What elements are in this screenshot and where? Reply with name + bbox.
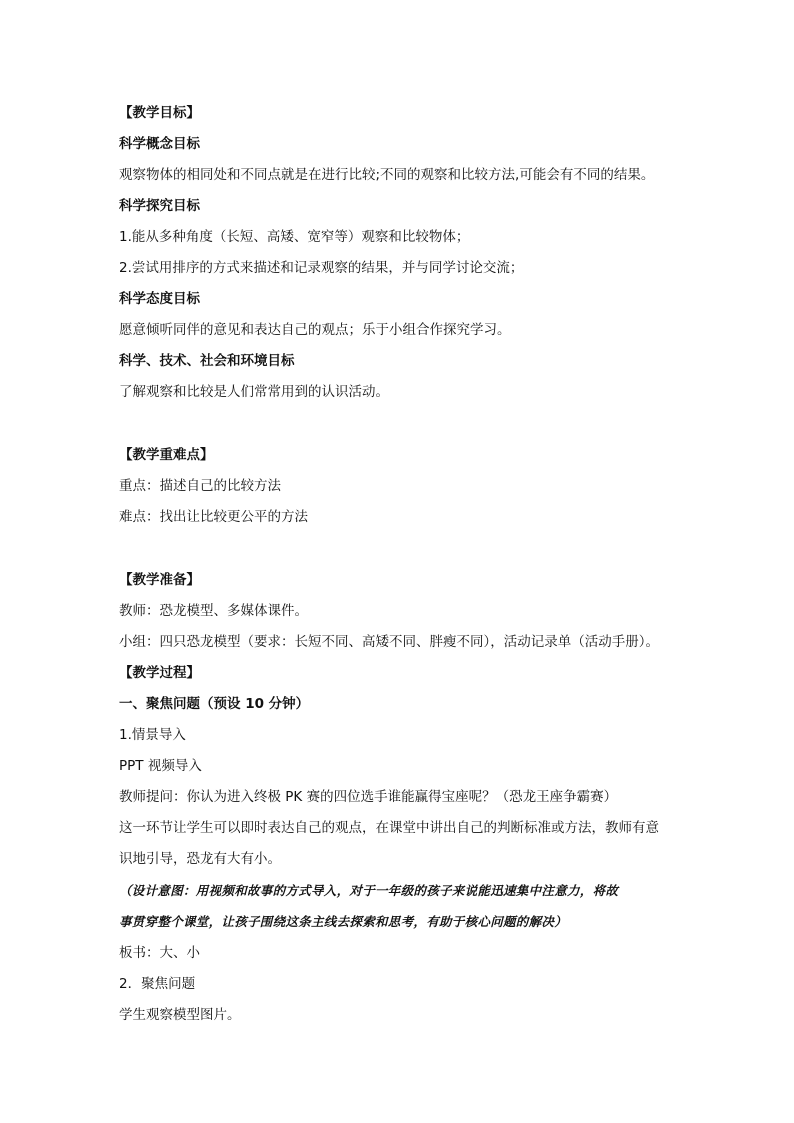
prep-teacher-text: 教师：恐龙模型、多媒体课件。 — [119, 603, 308, 619]
explain-text-line-2: 识地引导，恐龙有大有小。 — [119, 851, 281, 867]
inquiry-goal-item-1: 1.能从多种角度（长短、高矮、宽窄等）观察和比较物体； — [119, 229, 470, 245]
heading-objectives: 【教学目标】 — [119, 105, 200, 121]
board-writing-text: 板书：大、小 — [119, 945, 200, 961]
heading-process: 【教学过程】 — [119, 665, 200, 681]
concept-goal-text: 观察物体的相同处和不同点就是在进行比较;不同的观察和比较方法,可能会有不同的结果。 — [119, 167, 655, 183]
stse-goal-title: 科学、技术、社会和环境目标 — [119, 353, 295, 369]
inquiry-goal-title: 科学探究目标 — [119, 198, 200, 214]
design-intent-line-2: 事贯穿整个课堂，让孩子围绕这条主线去探索和思考，有助于核心问题的解决） — [119, 914, 568, 929]
observe-text: 学生观察模型图片。 — [119, 1007, 241, 1023]
attitude-goal-text: 愿意倾听同伴的意见和表达自己的观点；乐于小组合作探究学习。 — [119, 322, 511, 338]
concept-goal-title: 科学概念目标 — [119, 136, 200, 152]
stse-goal-text: 了解观察和比较是人们常常用到的认识活动。 — [119, 384, 389, 400]
prep-group-text: 小组：四只恐龙模型（要求：长短不同、高矮不同、胖瘦不同），活动记录单（活动手册）。 — [119, 634, 659, 650]
heading-preparation: 【教学准备】 — [119, 572, 200, 588]
key-point-text: 重点：描述自己的比较方法 — [119, 478, 281, 494]
difficult-point-text: 难点：找出让比较更公平的方法 — [119, 509, 308, 525]
inquiry-goal-item-2: 2.尝试用排序的方式来描述和记录观察的结果，并与同学讨论交流； — [119, 260, 524, 276]
step-2-title: 2．聚焦问题 — [119, 976, 196, 992]
design-intent-line-1: （设计意图：用视频和故事的方式导入，对于一年级的孩子来说能迅速集中注意力，将故 — [119, 883, 619, 898]
heading-key-points: 【教学重难点】 — [119, 447, 214, 463]
teacher-question-text: 教师提问：你认为进入终极 PK 赛的四位选手谁能赢得宝座呢？（恐龙王座争霸赛） — [119, 789, 618, 805]
explain-text-line-1: 这一环节让学生可以即时表达自己的观点，在课堂中讲出自己的判断标准或方法，教师有意 — [119, 820, 659, 836]
ppt-intro-text: PPT 视频导入 — [119, 758, 202, 774]
section-1-title: 一、聚焦问题（预设 10 分钟） — [119, 696, 310, 712]
step-1-title: 1.情景导入 — [119, 727, 186, 743]
attitude-goal-title: 科学态度目标 — [119, 291, 200, 307]
